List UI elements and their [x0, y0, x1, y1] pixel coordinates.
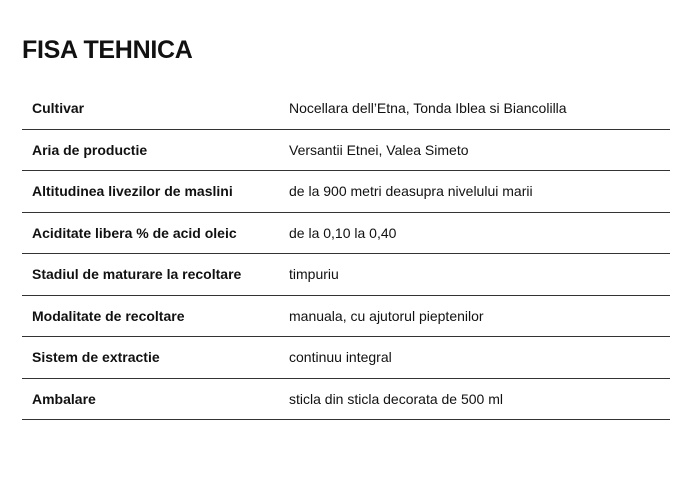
- row-label: Altitudinea livezilor de maslini: [32, 183, 233, 200]
- table-row: [22, 337, 670, 379]
- table-row: [22, 130, 670, 172]
- row-value: sticla din sticla decorata de 500 ml: [289, 390, 503, 407]
- row-label: Sistem de extractie: [32, 349, 160, 366]
- row-label: Aria de productie: [32, 141, 148, 158]
- row-label: Ambalare: [32, 390, 96, 407]
- page-title: FISA TEHNICA: [22, 36, 193, 64]
- table-row: [22, 88, 670, 130]
- row-label: Modalitate de recoltare: [32, 307, 185, 324]
- table-row: [22, 171, 670, 213]
- table-row: [22, 213, 670, 255]
- row-value: Nocellara dell’Etna, Tonda Iblea si Biancolilla: [289, 100, 567, 117]
- row-value: continuu integral: [289, 349, 392, 366]
- row-value: manuala, cu ajutorul pieptenilor: [289, 307, 484, 324]
- table-row: [22, 296, 670, 338]
- row-value: timpuriu: [289, 266, 339, 283]
- row-value: de la 900 metri deasupra nivelului marii: [289, 183, 533, 200]
- row-value: Versantii Etnei, Valea Simeto: [289, 141, 469, 158]
- table-row: [22, 379, 670, 421]
- row-label: Stadiul de maturare la recoltare: [32, 266, 242, 283]
- row-label: Cultivar: [32, 100, 85, 117]
- row-value: de la 0,10 la 0,40: [289, 224, 397, 241]
- table-row: [22, 254, 670, 296]
- row-label: Aciditate libera % de acid oleic: [32, 224, 237, 241]
- spec-table: [22, 88, 670, 420]
